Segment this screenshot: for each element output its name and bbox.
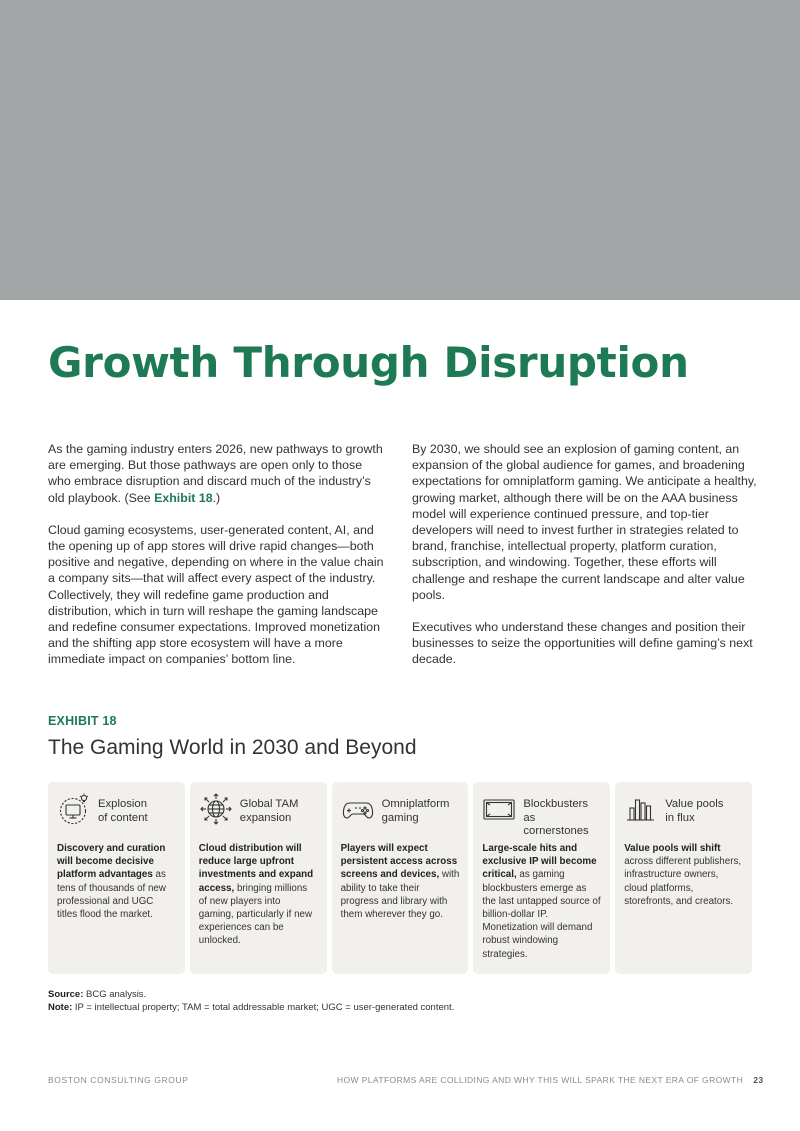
card-name: of content [98, 811, 148, 824]
card-highlight: Value pools will shift [624, 843, 721, 854]
gamepad-icon [341, 792, 375, 826]
page-title: Growth Through Disruption [48, 338, 689, 387]
globe-arrows-icon [199, 792, 233, 826]
card-name: Blockbusters [523, 798, 589, 810]
card-value-pools-in-flux [615, 782, 752, 974]
exhibit-title: The Gaming World in 2030 and Beyond [48, 736, 417, 759]
note-label: Note: [48, 1002, 73, 1013]
card-global-tam-expansion [190, 782, 327, 974]
note-text: IP = intellectual property; TAM = total addressable market; UGC = user-generated content. [72, 1002, 455, 1013]
card-description [199, 842, 318, 948]
card-text: as gaming blockbusters emerge as the last untapped source of billion-dollar IP. Monetization will demand robust windowing strategies. [482, 869, 601, 960]
card-text: with ability to take their progress and library with them wherever they go. [340, 869, 460, 921]
card-name: Global TAM [239, 798, 299, 810]
card-description [624, 842, 743, 908]
card-blockbusters-as-cornerstones [473, 782, 610, 974]
intro-text: .) [212, 490, 221, 505]
source-text: BCG analysis. [83, 989, 147, 1000]
card-name: expansion [239, 811, 292, 824]
intro-paragraph: Cloud gaming ecosystems, user-generated content, AI, and the opening up of app stores will drive rapid changes—both positive and negative, depending on where in the value chain a company sits—that will affect every aspect of the industry. Collectively, they will redefine game production and distribution, which in turn will reshape the gaming landscape and redefine consumer expectations. Improved monetization and the shifting app store ecosystem will have a more immediate impact on companies’ bottom line. [48, 522, 384, 667]
card-name: Value pools [665, 798, 724, 810]
card-description [482, 842, 601, 961]
footer-publisher: BOSTON CONSULTING GROUP [48, 1075, 189, 1085]
intro-paragraph: Executives who understand these changes and position their businesses to seize the opportunities will define gaming’s next decade. [412, 620, 753, 667]
source-label: Source: [48, 989, 84, 1000]
monitor-lightbulb-icon [57, 792, 91, 826]
intro-left-column [48, 441, 388, 684]
footer-report-title [337, 1075, 763, 1085]
screen-icon [482, 792, 516, 826]
card-name: in flux [665, 811, 695, 824]
intro-paragraph: By 2030, we should see an explosion of gaming content, an expansion of the global audience for games, and broadening expectations for omniplatform gaming. We anticipate a healthy, growing market, although there will be on the AAA business model will experience continued pressure, and top-tier developers will need to invest further in strategies related to brand, franchise, intellectual property, platform curation, subscription, and windowing. Together, these efforts will challenge and reshape the current landscape and alter value pools. [412, 442, 757, 602]
intro-paragraph [48, 441, 388, 506]
card-explosion-of-content [48, 782, 185, 974]
exhibit-label: EXHIBIT 18 [48, 714, 117, 728]
card-highlight: Players will expect persistent access across screens and devices, [340, 843, 458, 881]
footer-report-title-text: HOW PLATFORMS ARE COLLIDING AND WHY THIS WILL SPARK THE NEXT ERA OF GROWTH [337, 1075, 744, 1085]
source-note [48, 988, 454, 1014]
card-name: gaming [381, 811, 419, 824]
card-highlight: Cloud distribution will reduce large upfront investments and expand access, [198, 843, 314, 894]
card-name: as cornerstones [523, 811, 589, 837]
card-name: Explosion [98, 798, 147, 810]
exhibit-cards [48, 782, 752, 974]
card-name: Omniplatform [381, 798, 450, 810]
intro-right-column [412, 441, 757, 684]
card-text: bringing millions of new players into gaming, particularly if new experiences can be unlocked. [198, 882, 313, 947]
intro-text: As the gaming industry enters 2026, new pathways to growth are emerging. But those pathways are open only to those who embrace disruption and discard much of the industry’s old playbook. (See [48, 442, 383, 505]
card-description [57, 842, 176, 921]
card-description [341, 842, 460, 921]
bar-chart-icon [624, 792, 658, 826]
hero-image [0, 0, 800, 300]
card-text: across different publishers, infrastructure owners, cloud platforms, storefronts, and creators. [624, 856, 742, 907]
page-number: 23 [753, 1075, 764, 1085]
card-omniplatform-gaming [332, 782, 469, 974]
card-highlight: Large-scale hits and exclusive IP will become critical, [482, 843, 597, 881]
exhibit-link[interactable]: Exhibit 18 [154, 490, 213, 505]
card-text: as tens of thousands of new professional and UGC titles flood the market. [57, 869, 166, 921]
card-highlight: Discovery and curation will become decisive platform advantages [57, 843, 166, 881]
